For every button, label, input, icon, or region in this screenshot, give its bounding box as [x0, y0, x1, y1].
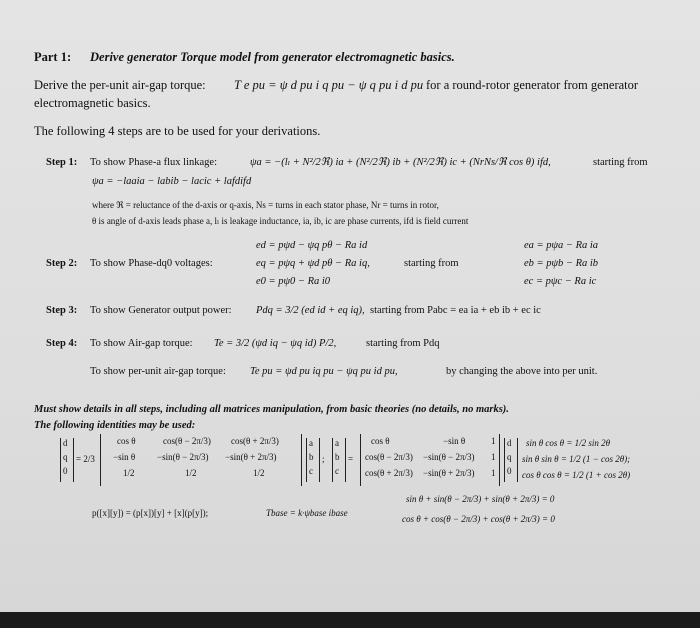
matrix-cell: 1: [491, 436, 496, 446]
matrix-cell: −sin(θ + 2π/3): [225, 452, 277, 462]
matrix-cell: cos(θ − 2π/3): [365, 452, 413, 462]
identities-note: The following identities may be used:: [34, 420, 196, 431]
vec-entry: b: [309, 452, 314, 462]
park-matrix: [100, 434, 302, 486]
matrix-cell: cos(θ − 2π/3): [163, 436, 211, 446]
step3-label: Step 3:: [46, 305, 78, 316]
step2-eb-equation: eb = pψb − Ra ib: [524, 258, 599, 269]
steps-note: The following 4 steps are to be used for your derivations.: [34, 124, 321, 138]
matrix-cell: cos θ: [371, 436, 390, 446]
matrix-cell: 1: [491, 452, 496, 462]
vec-entry: 0: [507, 466, 512, 476]
must-show-note: Must show details in all steps, including all matrices manipulation, from basic theories (no details, no marks).: [34, 404, 509, 415]
part-title: Derive generator Torque model from generator electromagnetic basics.: [90, 50, 455, 64]
vec-entry: d: [63, 438, 68, 448]
step4-tail: starting from Pdq: [366, 338, 440, 349]
intro-line-2: electromagnetic basics.: [34, 96, 151, 110]
trig-identity-4: sin θ + sin(θ − 2π/3) + sin(θ + 2π/3) = 0: [406, 494, 555, 504]
matrix-cell: −sin(θ + 2π/3): [423, 468, 475, 478]
step4-torque-equation: Te = 3/2 (ψd iq − ψq id) P/2,: [214, 338, 337, 349]
vec-entry: q: [63, 452, 68, 462]
vec-entry: c: [309, 466, 313, 476]
matrix-cell: −sin(θ − 2π/3): [423, 452, 475, 462]
abc-vector: [306, 438, 320, 482]
step3-power-equation: Pdq = 3/2 (ed id + eq iq),: [256, 305, 365, 316]
intro-torque-equation: T e pu = ψ d pu i q pu − ψ q pu i d pu: [234, 78, 424, 92]
step2-e0-equation: e0 = pψ0 − Ra i0: [256, 276, 331, 287]
vec-entry: q: [507, 452, 512, 462]
matrix-cell: 1/2: [123, 468, 135, 478]
step3-tail: starting from Pabc = ea ia + eb ib + ec ic: [370, 305, 541, 316]
equals-sign: =: [348, 454, 354, 464]
vec-entry: b: [335, 452, 340, 462]
matrix-cell: cos(θ + 2π/3): [365, 468, 413, 478]
matrix-cell: 1/2: [185, 468, 197, 478]
step2-starting: starting from: [404, 258, 459, 269]
step4-pu-text: To show per-unit air-gap torque:: [90, 366, 226, 377]
step2-ed-equation: ed = pψd − ψq pθ − Ra id: [256, 240, 368, 251]
step4-text: To show Air-gap torque:: [90, 338, 193, 349]
part-heading: Part 1:: [34, 50, 72, 64]
product-rule: p([x][y]) = (p[x])[y] + [x](p[y]);: [92, 508, 209, 518]
matrix-cell: −sin θ: [443, 436, 466, 446]
step2-ea-equation: ea = pψa − Ra ia: [524, 240, 599, 251]
step2-label: Step 2:: [46, 258, 78, 269]
matrix-cell: −sin θ: [113, 452, 136, 462]
bottom-border: [0, 612, 700, 628]
trig-identity-1: sin θ cos θ = 1/2 sin 2θ: [526, 438, 611, 448]
trig-identity-2: sin θ sin θ = 1/2 (1 − cos 2θ);: [522, 454, 631, 464]
step2-text: To show Phase-dq0 voltages:: [90, 258, 213, 269]
torque-base: Tbase = k·ψbase ibase: [266, 508, 348, 518]
vec-entry: d: [507, 438, 512, 448]
matrix-cell: −sin(θ − 2π/3): [157, 452, 209, 462]
matrix-cell: cos(θ + 2π/3): [231, 436, 279, 446]
trig-identity-3: cos θ cos θ = 1/2 (1 + cos 2θ): [522, 470, 631, 480]
step4-pu-tail: by changing the above into per unit.: [446, 366, 598, 377]
step4-label: Step 4:: [46, 338, 78, 349]
inverse-park-matrix: [360, 434, 500, 486]
vec-entry: a: [309, 438, 313, 448]
step1-tail: starting from: [593, 157, 648, 168]
step1-where-line2: θ is angle of d-axis leads phase a, lₗ is leakage inductance, ia, ib, ic are phase currents, ifd is field current: [92, 216, 469, 226]
dq0-vector-right: [504, 438, 518, 482]
intro-line-start: Derive the per-unit air-gap torque:: [34, 78, 206, 92]
step1-flux-equation: ψa = −(lₗ + N²/2ℜ) ia + (N²/2ℜ) ib + (N²/2ℜ) ic + (NrNs/ℜ cos θ) ifd,: [250, 157, 551, 168]
matrix-cell: cos θ: [117, 436, 136, 446]
park-coefficient: = 2/3: [76, 454, 95, 464]
step1-where-line1: where ℜ = reluctance of the d-axis or q-axis, Ns = turns in each stator phase, Nr = turns in rotor,: [92, 200, 439, 210]
vec-entry: c: [335, 466, 339, 476]
step2-ec-equation: ec = pψc − Ra ic: [524, 276, 597, 287]
step3-text: To show Generator output power:: [90, 305, 232, 316]
trig-identity-5: cos θ + cos(θ − 2π/3) + cos(θ + 2π/3) = 0: [402, 514, 555, 524]
step2-eq-equation: eq = pψq + ψd pθ − Ra iq,: [256, 258, 370, 269]
park-coef-value: 2/3: [83, 454, 95, 464]
dq0-vector-left: [60, 438, 74, 482]
step1-label: Step 1:: [46, 157, 78, 168]
step1-text: To show Phase-a flux linkage:: [90, 157, 217, 168]
vec-entry: a: [335, 438, 339, 448]
semicolon: ;: [322, 454, 325, 464]
abc-vector-left: [332, 438, 346, 482]
intro-line-end: for a round-rotor generator from generator: [426, 78, 639, 92]
matrix-cell: 1: [491, 468, 496, 478]
step1-start-equation: ψa = −laaia − labib − lacic + lafdifd: [92, 176, 252, 187]
vec-entry: 0: [63, 466, 68, 476]
matrix-cell: 1/2: [253, 468, 265, 478]
step4-pu-equation: Te pu = ψd pu iq pu − ψq pu id pu,: [250, 366, 398, 377]
